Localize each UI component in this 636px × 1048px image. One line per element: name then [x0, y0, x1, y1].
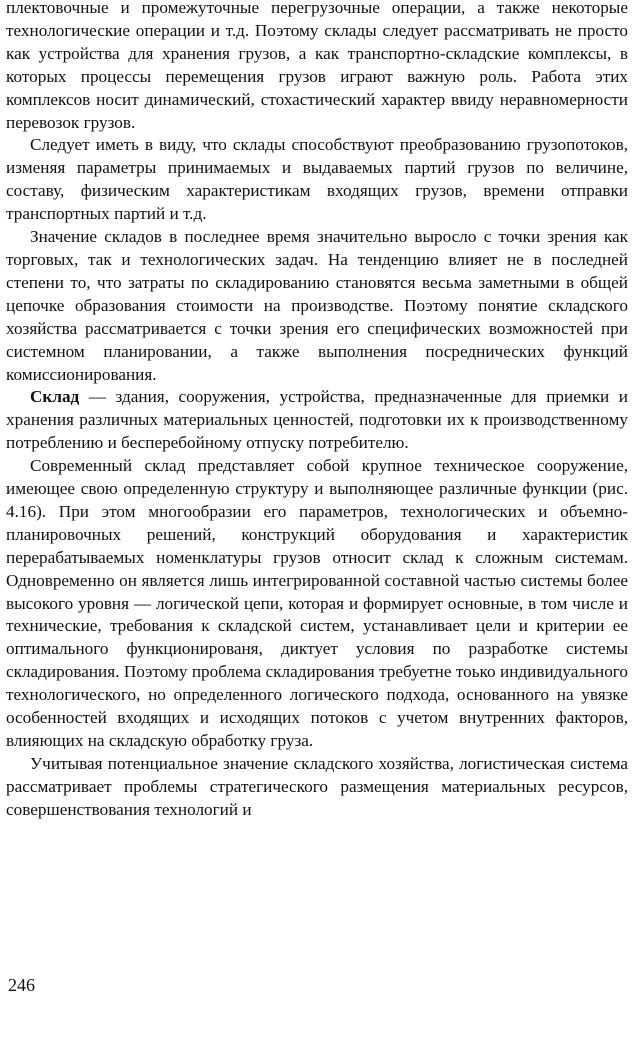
- book-page: [6, 0, 628, 822]
- paragraph-6: Учитывая потенциальное значение складского хозяйства, логистическая система рассматривает проблемы стратегического размещения материальных ресурсов, совершенствования технологий и: [6, 753, 628, 819]
- paragraph-4-definition: [6, 386, 628, 455]
- paragraph-5: Современный склад представляет собой крупное техническое сооружение, имеющее свою определенную структуру и выполняющее различные функции (рис. 4.16). При этом многообразии его параметров, технологических и объемно-планировочных решений, конструкций оборудования и характеристик перерабатываемых номенклатуры грузов относит склад к сложным системам. Одновременно он является лишь интегрированной составной частью системы более высокого уровня — логической цепи, которая и формирует основные, в том числе и технические, требования к складской систем, устанавливает цели и критерии ее оптимального функционированя, диктует условия по разработке системы складирования. Поэтому проблема складирования требуетне тоько индивидуального технологического, но определенного логического подхода, основанного на увязке особенностей входящих и исходящих потоков с учетом внутренних факторов, влияющих на складскую обработку груза.: [6, 456, 628, 750]
- page-number: 246: [8, 975, 35, 995]
- defined-term: Склад: [30, 387, 80, 407]
- paragraph-3: Значение складов в последнее время значительно выросло с точки зрения как торговых, так и технологических задач. На тенденцию влияет не в последней степени то, что затраты по складированию становятся весьма заметными в общей цепочке образования стоимости на производстве. Поэтому понятие складского хозяйства рассматривается с точки зрения его специфических возможностей при системном планировании, а также выполнения посреднических функций комиссионирования.: [6, 227, 628, 384]
- definition-text: — здания, сооружения, устройства, предназначенные для приемки и хранения различных материальных ценностей, подготовки их к производственному потреблению и бесперебойному отпуску потребителю.: [6, 387, 628, 453]
- paragraph-1: плектовочные и промежуточные перегрузочные операции, а также некоторые технологические операции и т.д. Поэтому склады следует рассматривать не просто как устройства для хранения грузов, а как транспортно-складские комплексы, в которых процессы перемещения грузов играют важную роль. Работа этих комплексов носит динамический, стохастический характер ввиду неравномерности перевозок грузов.: [6, 0, 628, 132]
- paragraph-2: Следует иметь в виду, что склады способствуют преобразованию грузопотоков, изменяя параметры принимаемых и выдаваемых партий грузов по величине, составу, физическим характеристикам входящих грузов, времени отправки транспортных партий и т.д.: [6, 135, 628, 224]
